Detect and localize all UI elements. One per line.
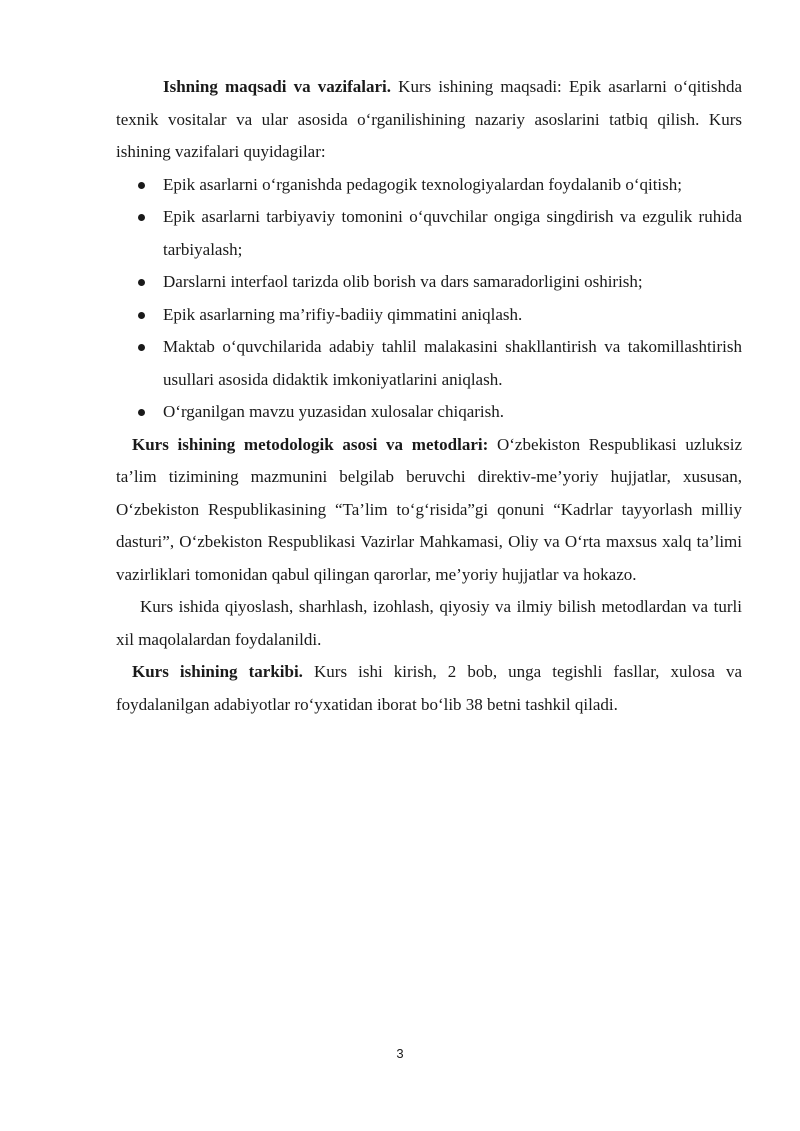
goals-text: Kurs ishining maqsadi: Epik asarlarni o‘qitishda texnik vositalar va ular asosida o‘rganilishining nazariy asoslarini tatbiq qilish. Kurs ishining vazifalari quyidagilar: bbox=[116, 77, 742, 161]
structure-paragraph bbox=[116, 656, 742, 721]
methodology-paragraph bbox=[116, 429, 742, 592]
methodology-heading: Kurs ishining metodologik asosi va metodlari: bbox=[132, 434, 489, 454]
bullet-icon bbox=[138, 409, 145, 416]
structure-text: Kurs ishi kirish, 2 bob, unga tegishli fasllar, xulosa va foydalanilgan adabiyotlar ro‘yxatidan iborat bo‘lib 38 betni tashkil qiladi. bbox=[116, 662, 742, 714]
goals-paragraph bbox=[116, 71, 742, 169]
structure-heading: Kurs ishining tarkibi. bbox=[132, 662, 303, 681]
list-item bbox=[116, 331, 742, 396]
list-item-text: Epik asarlarni o‘rganishda pedagogik texnologiyalardan foydalanib o‘qitish; bbox=[163, 174, 682, 194]
methodology-text: O‘zbekiston Respublikasi uzluksiz ta’lim tizimining mazmunini belgilab beruvchi direktiv-me’yoriy hujjatlar, xususan, O‘zbekiston Respublikasining “Ta’lim to‘g‘risida”gi qonuni “Kadrlar tayyorlash milliy dasturi”, O‘zbekiston Respublikasi Vazirlar Mahkamasi, Oliy va O‘rta maxsus xalq ta’limi vazirliklari tomonidan qabul qilingan qarorlar, me’yoriy hujjatlar va hokazo. bbox=[116, 434, 743, 584]
list-item-text: Epik asarlarni tarbiyaviy tomonini o‘quvchilar ongiga singdirish va ezgulik ruhida tarbiyalash; bbox=[163, 207, 742, 259]
list-item bbox=[116, 299, 742, 332]
bullet-icon bbox=[138, 214, 145, 221]
list-item-text: Epik asarlarning ma’rifiy-badiiy qimmatini aniqlash. bbox=[163, 304, 523, 324]
tasks-list bbox=[116, 169, 742, 429]
bullet-icon bbox=[138, 344, 145, 351]
bullet-icon bbox=[138, 312, 145, 319]
methods-paragraph: Kurs ishida qiyoslash, sharhlash, izohlash, qiyosiy va ilmiy bilish metodlardan va turli xil maqolalardan foydalanildi. bbox=[116, 597, 742, 649]
list-item bbox=[116, 396, 742, 429]
list-item-text: Darslarni interfaol tarizda olib borish va dars samaradorligini oshirish; bbox=[163, 272, 643, 291]
list-item bbox=[116, 201, 742, 266]
bullet-icon bbox=[138, 279, 145, 286]
goals-heading: Ishning maqsadi va vazifalari. bbox=[163, 77, 391, 96]
page-number: 3 bbox=[396, 1046, 404, 1061]
list-item-text: O‘rganilgan mavzu yuzasidan xulosalar chiqarish. bbox=[163, 402, 504, 421]
list-item-text: Maktab o‘quvchilarida adabiy tahlil malakasini shakllantirish va takomillashtirish usullari asosida didaktik imkoniyatlarini aniqlash. bbox=[163, 337, 742, 389]
list-item bbox=[116, 169, 742, 202]
list-item bbox=[116, 266, 742, 299]
bullet-icon bbox=[138, 182, 145, 189]
document-page bbox=[116, 71, 742, 721]
